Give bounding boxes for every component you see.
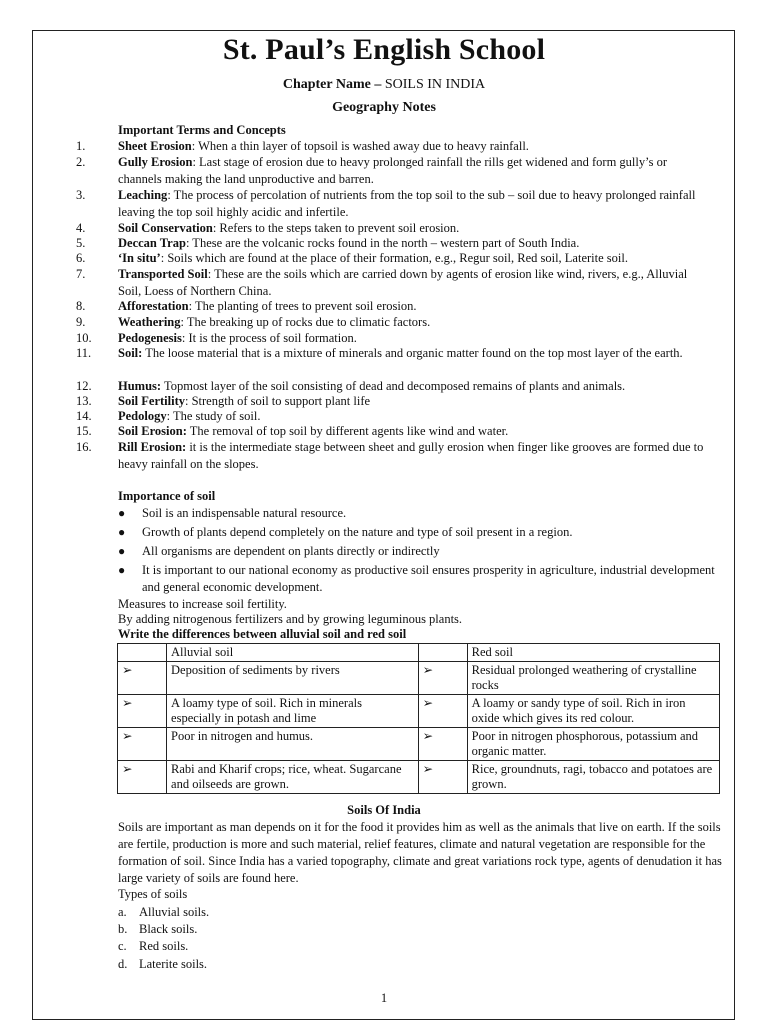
list-letter: d. bbox=[118, 957, 128, 971]
table-header-row bbox=[118, 644, 720, 662]
differences-table bbox=[117, 643, 720, 794]
term-name: Soil: bbox=[118, 346, 143, 360]
school-title: St. Paul’s English School bbox=[222, 33, 546, 66]
term-number: 14. bbox=[76, 409, 92, 423]
types-of-soils-heading: Types of soils bbox=[118, 887, 188, 901]
bullet-text: Growth of plants depend completely on the nature and type of soil present in a region. bbox=[142, 525, 573, 539]
list-letter: a. bbox=[118, 905, 127, 919]
term-name: Pedology bbox=[118, 409, 167, 423]
term-number: 16. bbox=[76, 440, 92, 454]
arrow-bullet-icon: ➢ bbox=[418, 761, 467, 794]
term-definition: : The breaking up of rocks due to climatic factors. bbox=[180, 315, 431, 329]
measures-text: By adding nitrogenous fertilizers and by growing leguminous plants. bbox=[118, 612, 463, 626]
alluvial-cell: A loamy type of soil. Rich in minerals especially in potash and lime bbox=[167, 695, 419, 728]
red-cell: A loamy or sandy type of soil. Rich in iron oxide which gives its red colour. bbox=[467, 695, 719, 728]
term-definition: : Last stage of erosion due to heavy prolonged rainfall the rills get widened and form gully’s or channels making the land unproductive and barren. bbox=[118, 155, 667, 186]
table-row bbox=[118, 662, 720, 695]
term-name: Weathering bbox=[118, 315, 181, 329]
term-definition: : Soils which are found at the place of their formation, e.g., Regur soil, Red soil, Laterite soil. bbox=[160, 251, 628, 265]
list-text: Laterite soils. bbox=[139, 957, 208, 971]
term-number: 10. bbox=[76, 331, 92, 345]
red-cell: Poor in nitrogen phosphorous, potassium and organic matter. bbox=[467, 728, 719, 761]
term-number: 13. bbox=[76, 394, 92, 408]
alluvial-cell: Poor in nitrogen and humus. bbox=[167, 728, 419, 761]
terms-heading: Important Terms and Concepts bbox=[118, 123, 286, 137]
importance-heading: Importance of soil bbox=[118, 489, 216, 503]
arrow-bullet-icon: ➢ bbox=[418, 695, 467, 728]
arrow-bullet-icon: ➢ bbox=[118, 761, 167, 794]
red-cell: Residual prolonged weathering of crystalline rocks bbox=[467, 662, 719, 695]
term-name: Soil Conservation bbox=[118, 221, 213, 235]
differences-heading: Write the differences between alluvial soil and red soil bbox=[118, 627, 407, 641]
table-row bbox=[118, 728, 720, 761]
page-number: 1 bbox=[380, 991, 388, 1005]
term-definition: : When a thin layer of topsoil is washed away due to heavy rainfall. bbox=[191, 139, 529, 153]
arrow-bullet-icon: ➢ bbox=[118, 728, 167, 761]
subject-heading: Geography Notes bbox=[332, 100, 436, 115]
term-number: 6. bbox=[76, 251, 86, 265]
term-name: Leaching bbox=[118, 188, 168, 202]
table-cell bbox=[418, 644, 467, 662]
term-name: Afforestation bbox=[118, 299, 189, 313]
bullet-icon: ● bbox=[118, 563, 126, 577]
term-definition: : These are the volcanic rocks found in the north – western part of South India. bbox=[185, 236, 580, 250]
arrow-bullet-icon: ➢ bbox=[118, 662, 167, 695]
chapter-prefix: Chapter Name – bbox=[282, 77, 385, 92]
term-number: 7. bbox=[76, 267, 86, 281]
term-definition: it is the intermediate stage between sheet and gully erosion when finger like grooves are formed due to heavy rainfall on the slopes. bbox=[118, 440, 704, 471]
table-cell bbox=[118, 644, 167, 662]
list-text: Red soils. bbox=[139, 939, 189, 953]
arrow-bullet-icon: ➢ bbox=[418, 728, 467, 761]
term-definition: : It is the process of soil formation. bbox=[181, 331, 357, 345]
term-name: Soil Fertility bbox=[118, 394, 185, 408]
chapter-title: SOILS IN INDIA bbox=[384, 77, 486, 92]
column-header-red: Red soil bbox=[467, 644, 719, 662]
term-number: 3. bbox=[76, 188, 86, 202]
alluvial-cell: Deposition of sediments by rivers bbox=[167, 662, 419, 695]
term-definition: : The planting of trees to prevent soil erosion. bbox=[188, 299, 417, 313]
term-name: Deccan Trap bbox=[118, 236, 186, 250]
term-definition: Topmost layer of the soil consisting of dead and decomposed remains of plants and animals. bbox=[161, 379, 626, 393]
chapter-name bbox=[0, 77, 768, 93]
alluvial-cell: Rabi and Kharif crops; rice, wheat. Sugarcane and oilseeds are grown. bbox=[167, 761, 419, 794]
bullet-icon: ● bbox=[118, 544, 126, 558]
term-definition: : The study of soil. bbox=[166, 409, 261, 423]
arrow-bullet-icon: ➢ bbox=[118, 695, 167, 728]
soils-paragraph: Soils are important as man depends on it for the food it provides him as well as the animals that live on earth. If the soils are fertile, production is more and such material, relief features, climate and natural vegetation are responsible for the formation of soil. Since India has a varied topography, climate and great variations rock type, agents of denudation it has large variety of soils are found here. bbox=[118, 820, 722, 885]
term-name: Humus: bbox=[118, 379, 162, 393]
list-text: Black soils. bbox=[139, 922, 198, 936]
term-number: 5. bbox=[76, 236, 86, 250]
term-name: Rill Erosion: bbox=[118, 440, 187, 454]
soils-of-india-heading: Soils Of India bbox=[347, 803, 421, 817]
term-name: Pedogenesis bbox=[118, 331, 182, 345]
bullet-icon: ● bbox=[118, 525, 126, 539]
term-definition: The removal of top soil by different agents like wind and water. bbox=[186, 424, 509, 438]
list-letter: b. bbox=[118, 922, 128, 936]
term-number: 9. bbox=[76, 315, 86, 329]
bullet-icon: ● bbox=[118, 506, 126, 520]
arrow-bullet-icon: ➢ bbox=[418, 662, 467, 695]
term-definition: : Strength of soil to support plant life bbox=[185, 394, 371, 408]
term-definition: The loose material that is a mixture of minerals and organic matter found on the top most layer of the earth. bbox=[142, 346, 683, 360]
term-definition: : The process of percolation of nutrients from the top soil to the sub – soil due to heavy prolonged rainfall leaving the top soil highly acidic and infertile. bbox=[118, 188, 696, 219]
term-name: Gully Erosion bbox=[118, 155, 193, 169]
bullet-text: Soil is an indispensable natural resource. bbox=[142, 506, 347, 520]
term-number: 2. bbox=[76, 155, 86, 169]
measures-heading: Measures to increase soil fertility. bbox=[118, 597, 287, 611]
list-letter: c. bbox=[118, 939, 127, 953]
term-number: 15. bbox=[76, 424, 92, 438]
term-definition: : Refers to the steps taken to prevent soil erosion. bbox=[212, 221, 460, 235]
term-name: Transported Soil bbox=[118, 267, 208, 281]
column-header-alluvial: Alluvial soil bbox=[167, 644, 419, 662]
list-text: Alluvial soils. bbox=[139, 905, 210, 919]
term-number: 1. bbox=[76, 139, 86, 153]
term-name: Sheet Erosion bbox=[118, 139, 192, 153]
term-number: 11. bbox=[76, 346, 92, 360]
bullet-text: All organisms are dependent on plants directly or indirectly bbox=[142, 544, 440, 558]
term-name: Soil Erosion: bbox=[118, 424, 187, 438]
term-definition: : These are the soils which are carried down by agents of erosion like wind, rivers, e.g., Alluvial Soil, Loess of Northern China. bbox=[118, 267, 688, 298]
table-row bbox=[118, 695, 720, 728]
bullet-text: It is important to our national economy as productive soil ensures prosperity in agriculture, industrial development and general economic development. bbox=[142, 563, 715, 594]
table-row bbox=[118, 761, 720, 794]
term-name: ‘In situ’ bbox=[118, 251, 161, 265]
term-number: 4. bbox=[76, 221, 86, 235]
term-number: 12. bbox=[76, 379, 92, 393]
red-cell: Rice, groundnuts, ragi, tobacco and potatoes are grown. bbox=[467, 761, 719, 794]
term-number: 8. bbox=[76, 299, 86, 313]
